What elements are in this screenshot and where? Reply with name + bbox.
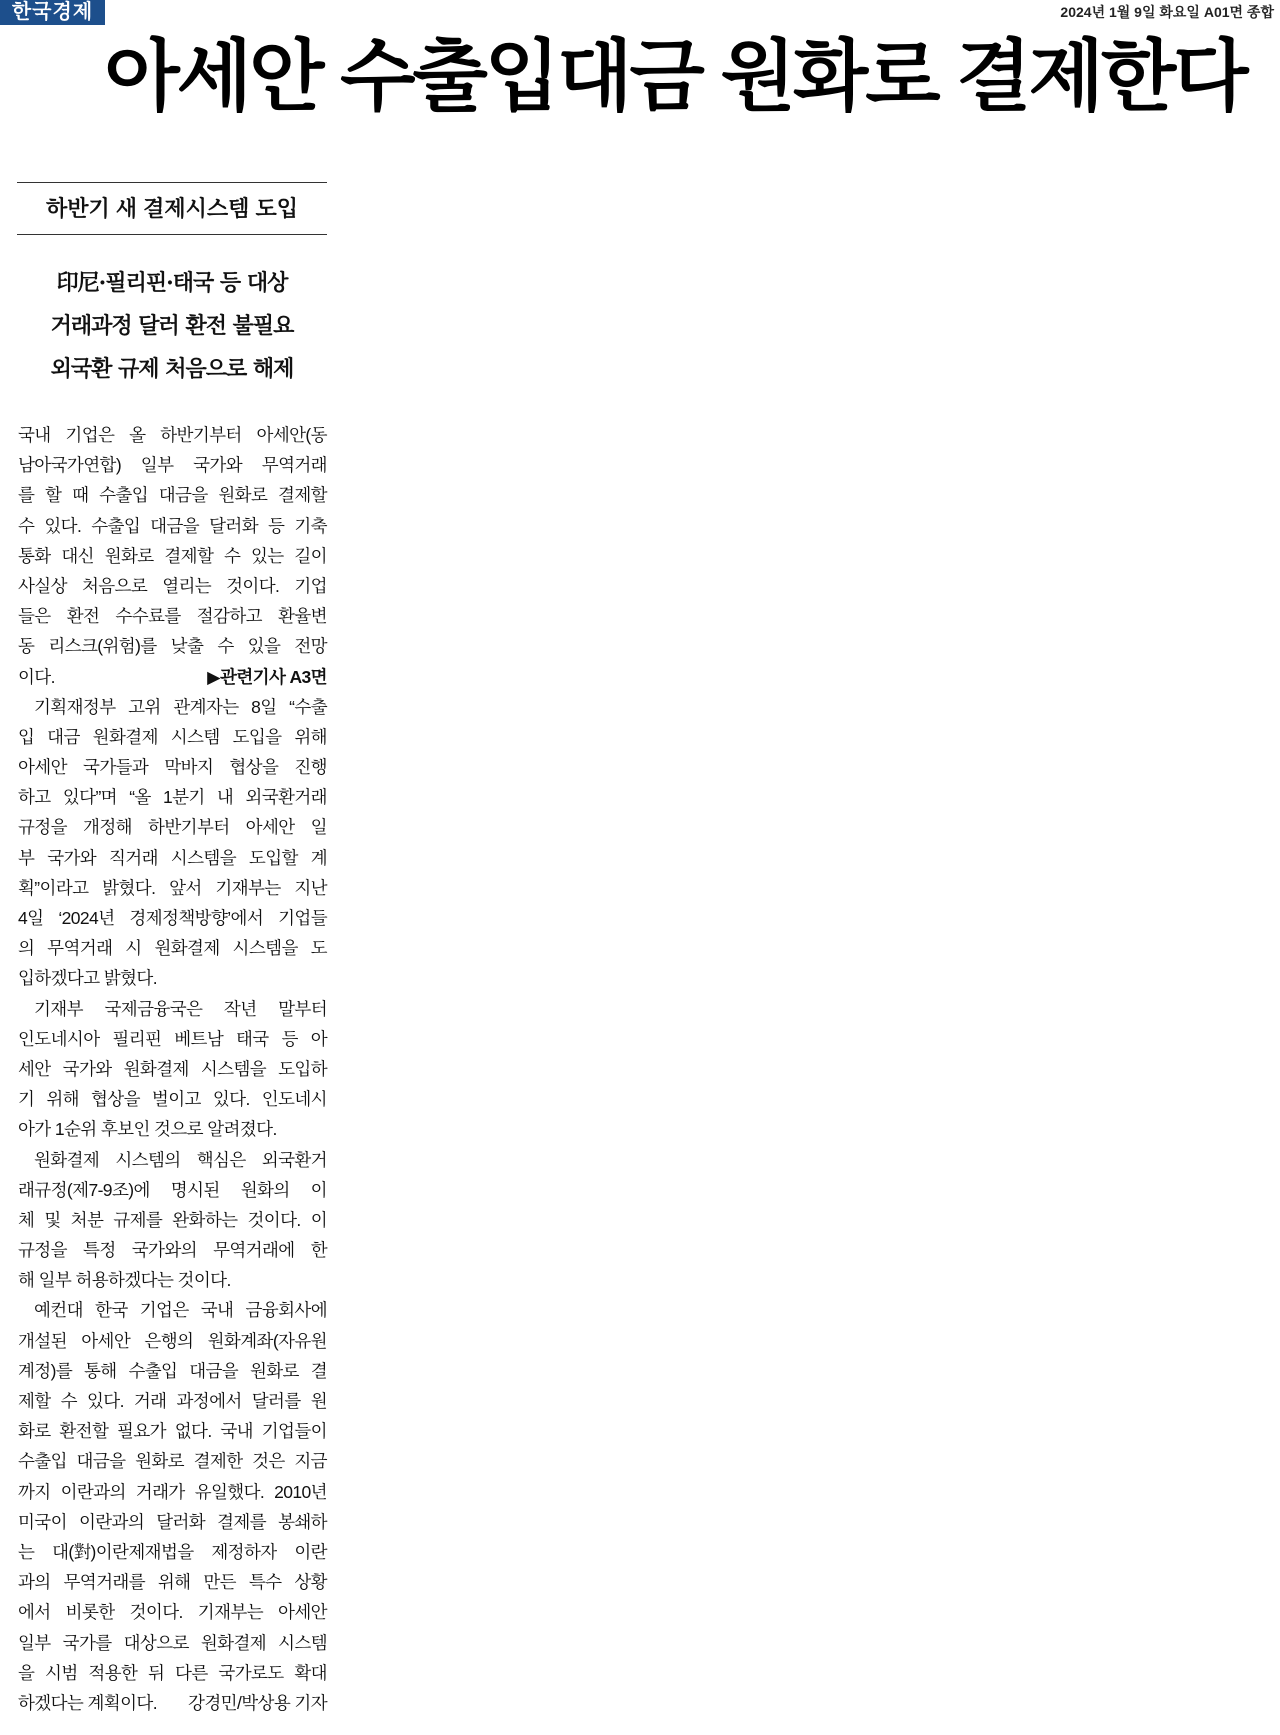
word: 일부 (140, 455, 174, 476)
related-article-link[interactable]: ▶관련기사 A3면 (207, 666, 327, 687)
word: 내 (216, 787, 234, 808)
word: 만든 (203, 1572, 236, 1593)
word: 원화결제 (200, 1632, 267, 1653)
word: 뒤 (148, 1662, 165, 1683)
word: 유일했다. (194, 1481, 265, 1502)
word: 없다. (174, 1421, 212, 1442)
article-line (18, 994, 327, 1024)
line-text: 이다. (18, 666, 55, 687)
word: 인도네시 (261, 1089, 327, 1110)
word: 무역거래에 (213, 1240, 295, 1261)
word: 외국환거 (261, 1149, 327, 1170)
line-text: 하겠다는 계획이다. (18, 1692, 157, 1713)
deck-line: 외국환 규제 처음으로 해제 (50, 356, 294, 382)
article-line (18, 1567, 327, 1597)
word: 입 (18, 726, 35, 747)
article-line (18, 843, 327, 873)
word: 사실상 (18, 575, 67, 596)
word: 과의 (18, 1572, 51, 1593)
subheadline: 하반기 새 결제시스템 도입 (17, 182, 327, 235)
article-line (18, 722, 327, 752)
word: 원화결제 (154, 938, 220, 959)
word: 기 (18, 1089, 35, 1110)
word: 시스템 (278, 1632, 327, 1653)
word: 도입할 (248, 847, 298, 868)
word: 국가와 (62, 1058, 112, 1079)
word: 환전 (66, 606, 100, 627)
word: 원화로 (135, 1451, 184, 1472)
word: 낮출 (170, 636, 204, 657)
word: 기업 (294, 575, 327, 596)
word: 대신 (61, 545, 94, 566)
word: 대금을 (76, 1451, 126, 1472)
word: 체 (18, 1209, 35, 1230)
word: “수출 (289, 696, 327, 717)
word: 까지 (18, 1481, 51, 1502)
article-line (18, 1597, 327, 1627)
deck (17, 262, 327, 391)
article-line (18, 1024, 327, 1054)
word: 리스크(위험)를 (48, 636, 157, 657)
word: 원화로 (218, 485, 268, 506)
word: 할 (45, 485, 62, 506)
word: 기업들 (278, 908, 327, 928)
word: 처분 (70, 1209, 104, 1230)
word: 위해 (46, 1089, 79, 1110)
word: 규제를 (113, 1209, 163, 1230)
word: 길이 (294, 545, 327, 566)
article-line (18, 812, 327, 842)
word: 은행의 (144, 1330, 194, 1351)
word: 을 (18, 1662, 35, 1683)
word: 기재부는 (215, 877, 281, 898)
line-text: 아가 1순위 후보인 것으로 알려졌다. (18, 1119, 277, 1140)
word: 인도네시아 (18, 1028, 100, 1049)
word: 것이다. (226, 575, 280, 596)
word: 때 (72, 485, 89, 506)
word: 결제할 (164, 545, 214, 566)
word: 있다. (44, 515, 82, 536)
word: 국가들과 (83, 757, 149, 778)
word: 국내 (18, 425, 51, 445)
word: 무역거래 (261, 455, 327, 476)
word: 이 (310, 1209, 327, 1230)
word: 있는 (251, 545, 284, 566)
word: 있다”며 (62, 787, 117, 808)
word: 시스템을 (170, 847, 237, 868)
word: ‘2024년 (58, 908, 115, 928)
word: 아세안 (245, 817, 295, 838)
article-line (18, 541, 327, 571)
article-line (18, 1628, 327, 1658)
word: 이란과의 (60, 1481, 126, 1502)
word: 결제할 (278, 485, 327, 506)
word: 경제정책방향’에서 (129, 908, 264, 928)
word: 관계자는 (173, 696, 239, 717)
word: 하반기부터 (160, 425, 242, 445)
word: 절감하고 (196, 606, 262, 627)
word: 부 (18, 847, 35, 868)
word: 대금을 (158, 485, 208, 506)
word: 지금 (294, 1451, 327, 1472)
word: 미국이 (18, 1511, 67, 1532)
article-line (18, 1326, 327, 1356)
word: 협상을 (229, 757, 279, 778)
word: 대금을 (189, 1360, 239, 1381)
word: 있다. (212, 1089, 250, 1110)
article-line (18, 1446, 327, 1476)
word: 달러화 (156, 1511, 206, 1532)
word: 1분기 (162, 787, 205, 808)
word: 한국 (95, 1300, 128, 1321)
word: 를 (18, 485, 35, 506)
word: 도입을 (232, 726, 282, 747)
word: 원화로 (249, 1360, 299, 1381)
word: “올 (129, 787, 151, 808)
article-line (18, 1235, 327, 1265)
word: 금융회사에 (245, 1300, 327, 1321)
article-line (18, 1295, 327, 1325)
word: 도입하 (278, 1058, 327, 1079)
word: 는 (18, 1541, 35, 1562)
word: 외국환거래 (245, 787, 327, 808)
word: 에서 (18, 1602, 51, 1623)
word: 수 (18, 515, 35, 536)
word: 원화결제 (34, 1149, 100, 1170)
article-line (18, 1054, 327, 1084)
dateline: 2024년 1월 9일 화요일 A01면 종합 (1060, 4, 1274, 20)
word: 거래 (133, 1391, 167, 1411)
word: 및 (44, 1209, 61, 1230)
word: 결제한 (193, 1451, 243, 1472)
word: 아세안 (81, 1330, 131, 1351)
word: 베트남 (174, 1028, 224, 1049)
word: 도 (310, 938, 327, 959)
article-line (18, 1477, 327, 1507)
word: 올 (129, 425, 146, 445)
article-line (18, 1265, 327, 1295)
article-line (18, 1537, 327, 1567)
word: 국가와 (47, 847, 97, 868)
word: 한 (310, 1240, 327, 1261)
word: 고위 (128, 696, 161, 717)
word: 달러를 (251, 1391, 301, 1411)
word: 원 (310, 1391, 327, 1411)
article-line (18, 873, 327, 903)
article-line (18, 782, 327, 812)
word: 제할 (18, 1391, 51, 1411)
word: 완화하는 (172, 1209, 238, 1230)
word: 이란과의 (78, 1511, 145, 1532)
word: 확대 (294, 1662, 327, 1683)
article-line (18, 662, 327, 692)
word: 달러화 (209, 515, 259, 536)
word: 무역거래를 (63, 1572, 146, 1593)
word: 국내 (220, 1421, 253, 1442)
word: 기축 (294, 515, 327, 536)
word: 원화계좌(자유원 (207, 1330, 327, 1351)
word: 위해 (294, 726, 327, 747)
word: 원화결제 (123, 1058, 189, 1079)
article-line (18, 1205, 327, 1235)
word: 국가와의 (131, 1240, 197, 1261)
word: 필요가 (117, 1421, 166, 1442)
article-line (18, 1416, 327, 1446)
word: 대금을 (150, 515, 200, 536)
word: 전망 (294, 636, 327, 657)
word: 적용한 (88, 1662, 138, 1683)
word: 기획재정부 (34, 696, 116, 717)
word: 환전할 (59, 1421, 109, 1442)
word: 시스템을 (200, 1058, 267, 1079)
article-line (18, 1386, 327, 1416)
word: 기업들이 (261, 1421, 327, 1442)
word: 통화 (18, 545, 51, 566)
word: 시스템 (170, 726, 220, 747)
word: 규정을 (18, 1240, 67, 1261)
word: 시스템의 (115, 1149, 181, 1170)
article-line (18, 1175, 327, 1205)
word: 아세안 (18, 757, 67, 778)
word: 결제를 (217, 1511, 267, 1532)
word: 명시된 (170, 1179, 220, 1200)
word: 아세안 (278, 1602, 327, 1623)
word: 것은 (252, 1451, 285, 1472)
word: 기재부는 (197, 1602, 264, 1623)
word: 수 (217, 636, 234, 657)
article-line (18, 601, 327, 631)
word: 계 (310, 847, 327, 868)
newspaper-logo: 한국경제 (0, 0, 105, 25)
word: 시범 (45, 1662, 78, 1683)
word: 앞서 (169, 877, 202, 898)
word: 국가로도 (218, 1662, 284, 1683)
word: 8일 (251, 696, 277, 717)
article-line (18, 1114, 327, 1144)
byline: 강경민/박상용 기자 (188, 1692, 327, 1713)
article-line (18, 1688, 327, 1718)
article-line (18, 963, 327, 993)
word: 과정에서 (176, 1391, 242, 1411)
word: 다른 (175, 1662, 208, 1683)
word: 있을 (247, 636, 281, 657)
article-line (18, 480, 327, 510)
word: 획”이라고 (18, 877, 89, 898)
word: 진행 (294, 757, 327, 778)
word: 태국 (236, 1028, 269, 1049)
headline: 아세안 수출입대금 원화로 결제한다 (104, 32, 1246, 120)
word: 래규정(제7-9조)에 (18, 1179, 150, 1200)
word: 직거래 (108, 847, 158, 868)
article-line (18, 511, 327, 541)
word: 계정)를 (18, 1360, 73, 1381)
word: 4일 (18, 908, 44, 928)
article-line (18, 1356, 327, 1386)
article-line (18, 631, 327, 661)
word: 2010년 (274, 1481, 327, 1502)
word: 열리는 (162, 575, 212, 596)
word: 작년 (223, 998, 257, 1019)
word: 의 (18, 938, 35, 959)
article-line (18, 450, 327, 480)
word: 지난 (294, 877, 327, 898)
word: 등 (268, 515, 285, 536)
word: 남아국가연합) (18, 455, 122, 476)
word: 일부 (18, 1632, 51, 1653)
word: 이 (310, 1179, 327, 1200)
word: 것이다. (129, 1602, 183, 1623)
word: 결 (310, 1360, 327, 1381)
word: 봉쇄하 (278, 1511, 327, 1532)
word: 세안 (18, 1058, 51, 1079)
word: 대상으로 (123, 1632, 189, 1653)
word: 통해 (83, 1360, 117, 1381)
word: 환율변 (278, 606, 327, 627)
word: 수 (223, 545, 241, 566)
word: 대(對)이란제재법을 (52, 1541, 194, 1562)
word: 수 (60, 1391, 77, 1411)
word: 원화결제 (92, 726, 158, 747)
word: 비롯한 (65, 1602, 115, 1623)
word: 무역거래 (47, 938, 113, 959)
word: 수출입 (99, 485, 149, 506)
word: 이란 (294, 1541, 327, 1562)
word: 국가를 (62, 1632, 112, 1653)
article-line (18, 1145, 327, 1175)
word: 규정을 (18, 817, 67, 838)
article-line (18, 692, 327, 722)
word: 등 (281, 1028, 298, 1049)
word: 수출입 (18, 1451, 67, 1472)
word: 화로 (18, 1421, 51, 1442)
word: 기재부 (34, 998, 83, 1019)
article-line (18, 420, 327, 450)
word: 처음으로 (81, 575, 148, 596)
word: 개정해 (83, 817, 132, 838)
word: 위해 (157, 1572, 191, 1593)
word: 필리핀 (112, 1028, 162, 1049)
article-body (18, 420, 327, 1718)
word: 것이다. (247, 1209, 301, 1230)
word: 일 (310, 817, 327, 838)
article-line (18, 903, 327, 933)
word: 동 (18, 636, 35, 657)
word: 기업은 (139, 1300, 189, 1321)
word: 협상을 (90, 1089, 140, 1110)
line-text: 입하겠다고 밝혔다. (18, 968, 157, 989)
word: 원화의 (240, 1179, 290, 1200)
word: 밝혔다. (102, 877, 156, 898)
word: 벌이고 (151, 1089, 201, 1110)
word: 개설된 (18, 1330, 67, 1351)
deck-line: 거래과정 달러 환전 불필요 (50, 313, 294, 339)
article-line (18, 571, 327, 601)
word: 있다. (86, 1391, 124, 1411)
word: 핵심은 (196, 1149, 246, 1170)
word: 시스템을 (232, 938, 298, 959)
word: 아세안(동 (256, 425, 327, 445)
word: 하반기부터 (148, 817, 230, 838)
article-line (18, 1084, 327, 1114)
word: 아 (310, 1028, 327, 1049)
word: 대금 (47, 726, 80, 747)
word: 예컨대 (34, 1300, 83, 1321)
word: 들은 (18, 606, 51, 627)
word: 시 (125, 938, 142, 959)
word: 하고 (18, 787, 51, 808)
article-line (18, 933, 327, 963)
word: 제정하자 (211, 1541, 277, 1562)
article-line (18, 1658, 327, 1688)
word: 수출입 (128, 1360, 178, 1381)
word: 국제금융국은 (104, 998, 203, 1019)
word: 국내 (200, 1300, 234, 1321)
word: 수수료를 (115, 606, 181, 627)
word: 막바지 (164, 757, 214, 778)
word: 특정 (83, 1240, 116, 1261)
word: 상황 (294, 1572, 327, 1593)
deck-line: 印尼·필리핀·태국 등 대상 (56, 270, 288, 296)
line-text: 해 일부 허용하겠다는 것이다. (18, 1270, 231, 1291)
article-line (18, 752, 327, 782)
word: 거래가 (135, 1481, 185, 1502)
word: 국가와 (193, 455, 243, 476)
word: 말부터 (278, 998, 327, 1019)
word: 원화로 (104, 545, 154, 566)
article-line (18, 1507, 327, 1537)
word: 특수 (248, 1572, 282, 1593)
word: 수출입 (91, 515, 141, 536)
word: 기업은 (65, 425, 115, 445)
